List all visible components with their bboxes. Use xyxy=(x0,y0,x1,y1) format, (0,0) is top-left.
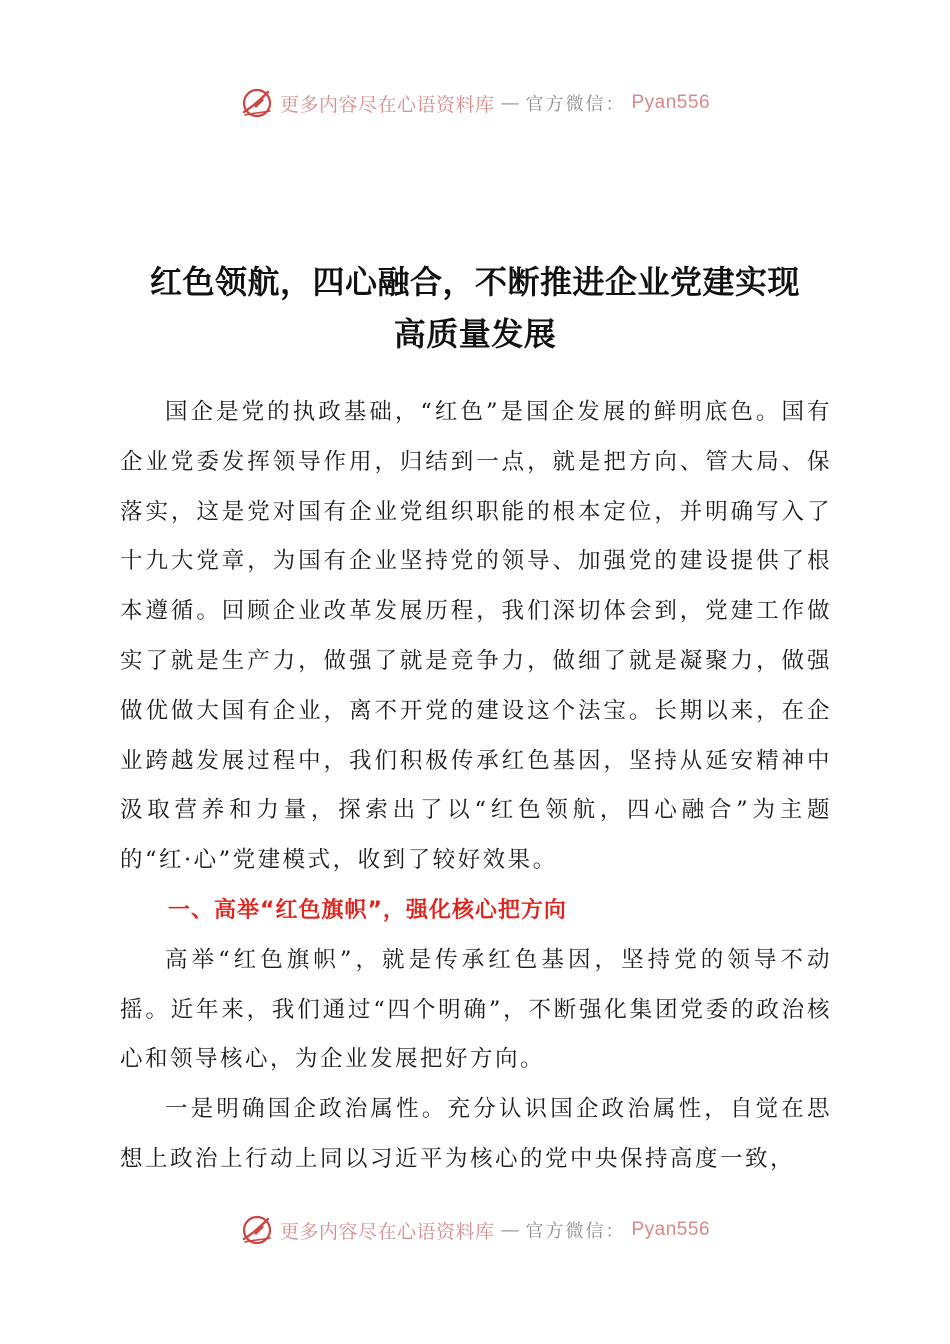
watermark-dash: — xyxy=(500,1219,520,1241)
watermark-wechat-id: Pyan556 xyxy=(631,92,711,113)
section-heading-1: 一、高举“红色旗帜”，强化核心把方向 xyxy=(168,897,567,923)
watermark-text: 更多内容尽在心语资料库 xyxy=(279,93,495,116)
document-body xyxy=(120,388,832,1185)
watermark-text: 更多内容尽在心语资料库 xyxy=(279,1220,495,1243)
watermark-official-label: 官方微信： xyxy=(525,94,626,115)
header-watermark xyxy=(0,85,950,121)
pen-logo-icon xyxy=(240,1213,274,1247)
intro-paragraph: 国企是党的执政基础，“红色”是国企发展的鲜明底色。国有企业党委发挥领导作用，归结到一点，就是把方向、管大局、保落实，这是党对国有企业党组织职能的根本定位，并明确写入了十九大党章，为国有企业坚持党的领导、加强党的建设提供了根本遵循。回顾企业改革发展历程，我们深切体会到，党建工作做实了就是生产力，做强了就是竞争力，做细了就是凝聚力，做强做优做大国有企业，离不开党的建设这个法宝。长期以来，在企业跨越发展过程中，我们积极传承红色基因，坚持从延安精神中汲取营养和力量，探索出了以“红色领航，四心融合”为主题的“红·心”党建模式，收到了较好效果。 xyxy=(120,399,832,874)
watermark-wechat-id: Pyan556 xyxy=(631,1219,711,1240)
document-title xyxy=(100,256,850,360)
section1-paragraph-2: 一是明确国企政治属性。充分认识国企政治属性，自觉在思想上政治上行动上同以习近平为核心的党中央保持高度一致， xyxy=(120,1096,832,1172)
footer-watermark xyxy=(0,1212,950,1248)
title-line-1: 红色领航，四心融合，不断推进企业党建实现 xyxy=(149,263,800,301)
watermark-official-label: 官方微信： xyxy=(525,1221,626,1242)
section1-paragraph-1: 高举“红色旗帜”，就是传承红色基因，坚持党的领导不动摇。近年来，我们通过“四个明确”，不断强化集团党委的政治核心和领导核心，为企业发展把好方向。 xyxy=(120,946,832,1073)
watermark-dash: — xyxy=(500,92,520,114)
title-line-2: 高质量发展 xyxy=(393,315,557,353)
pen-logo-icon xyxy=(240,86,274,120)
